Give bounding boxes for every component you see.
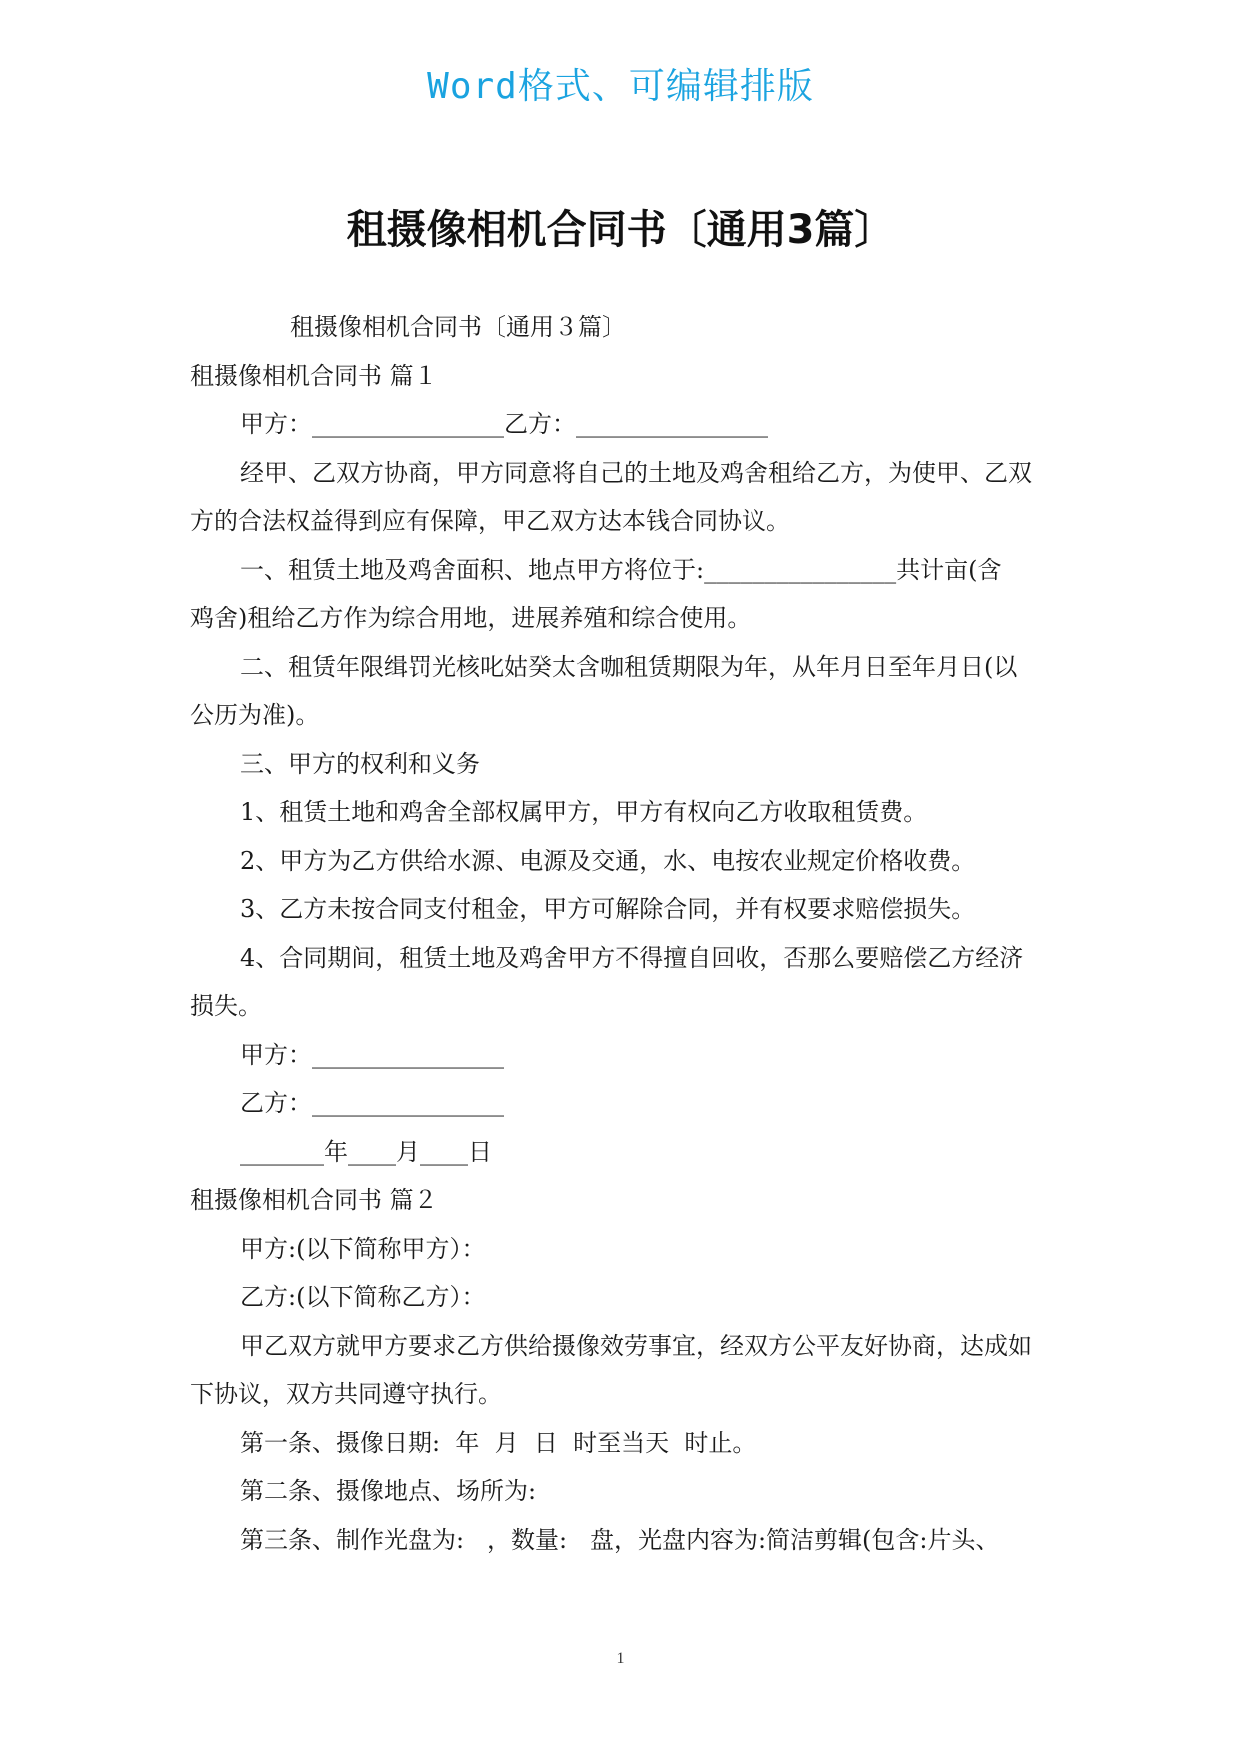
page-number: 1 [616, 1650, 625, 1667]
document-line: 二、租赁年限缉罚光核叱姑癸太含咖租赁期限为年，从年月日至年月日(以 [240, 652, 1018, 681]
document-line: 下协议，双方共同遵守执行。 [190, 1380, 502, 1408]
document-line: _______年____月____日 [240, 1137, 492, 1166]
document-line: 经甲、乙双方协商，甲方同意将自己的土地及鸡舍租给乙方，为使甲、乙双 [240, 458, 1032, 487]
document-line: 4、合同期间，租赁土地及鸡舍甲方不得擅自回收，否那么要赔偿乙方经济 [240, 943, 1024, 972]
document-title: 租摄像相机合同书〔通用3篇〕 [346, 207, 895, 253]
document-line: 租摄像相机合同书 篇２ [190, 1186, 438, 1214]
document-line: 甲方:(以下简称甲方）： [240, 1234, 486, 1263]
document-line: 第二条、摄像地点、场所为: [240, 1477, 537, 1505]
document-line: 1、租赁土地和鸡舍全部权属甲方，甲方有权向乙方收取租赁费。 [240, 798, 928, 826]
document-line: 甲方：________________ [240, 1040, 504, 1069]
document-line: 租摄像相机合同书 篇１ [190, 361, 438, 390]
document-line: 公历为准)。 [190, 701, 320, 729]
header-banner: Word格式、可编辑排版 [427, 66, 814, 107]
document-line: 鸡舍)租给乙方作为综合用地，进展养殖和综合使用。 [190, 604, 752, 632]
document-line: 三、甲方的权利和义务 [240, 749, 480, 778]
document-line: 租摄像相机合同书〔通用３篇〕 [290, 313, 626, 341]
document-line: 乙方：________________ [240, 1089, 504, 1117]
document-line: 损失。 [190, 992, 262, 1020]
document-line: 第一条、摄像日期: 年 月 日 时至当天 时止。 [240, 1428, 757, 1457]
document-line: 乙方:(以下简称乙方）： [240, 1283, 486, 1311]
document-line: 第三条、制作光盘为: ，数量: 盘，光盘内容为:简洁剪辑(包含:片头、 [240, 1525, 1000, 1554]
document-line: 一、租赁土地及鸡舍面积、地点甲方将位于:________________共计亩(含 [240, 555, 1002, 584]
document-line: 方的合法权益得到应有保障，甲乙双方达本钱合同协议。 [190, 507, 790, 535]
document-body [190, 303, 1070, 1564]
document-line: 2、甲方为乙方供给水源、电源及交通，水、电按农业规定价格收费。 [240, 846, 976, 875]
document-line: 甲乙双方就甲方要求乙方供给摄像效劳事宜，经双方公平友好协商，达成如 [240, 1331, 1032, 1360]
document-line: 3、乙方未按合同支付租金，甲方可解除合同，并有权要求赔偿损失。 [240, 895, 976, 923]
document-line: 甲方：________________乙方：________________ [240, 410, 768, 438]
